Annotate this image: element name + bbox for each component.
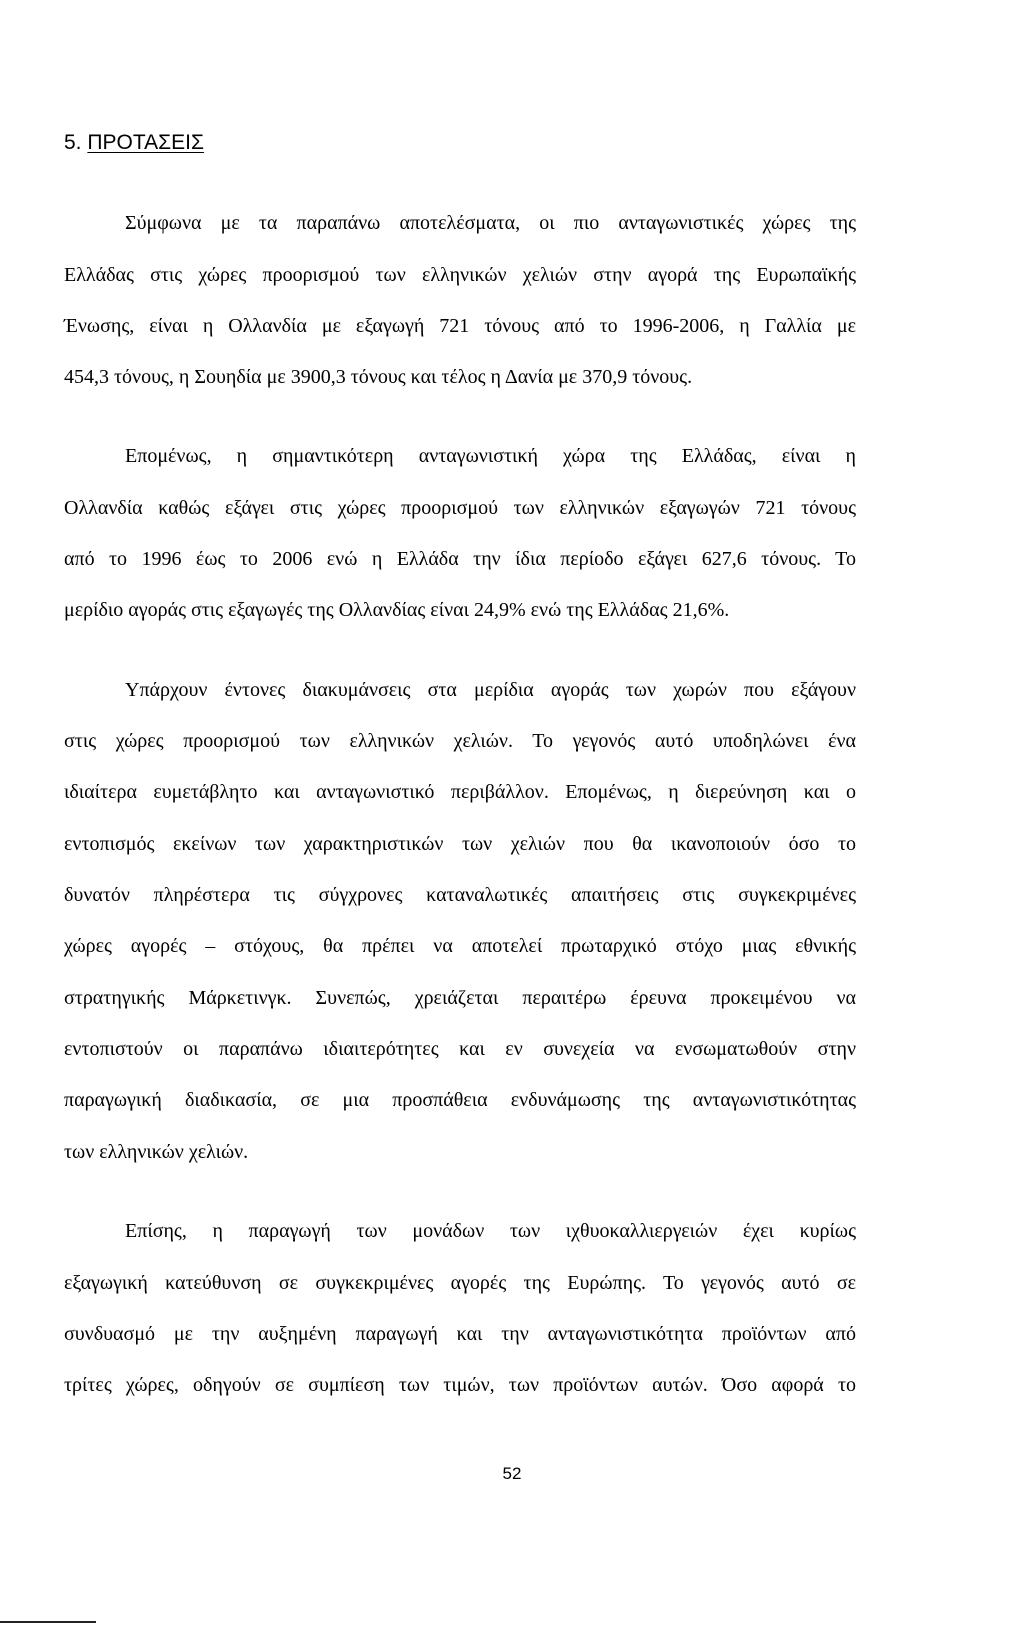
text-line: εντοπισμός εκείνων των χαρακτηριστικών των χελιών που θα ικανοποιούν όσο το [64,833,856,855]
text-line: ιδιαίτερα ευμετάβλητο και ανταγωνιστικό περιβάλλον. Επομένως, η διερεύνηση και ο [64,781,856,803]
text-line: τρίτες χώρες, οδηγούν σε συμπίεση των τιμών, των προϊόντων αυτών. Όσο αφορά το [64,1374,856,1396]
text-line: στις χώρες προορισμού των ελληνικών χελιών. Το γεγονός αυτό υποδηλώνει ένα [64,730,856,752]
text-line: στρατηγικής Μάρκετινγκ. Συνεπώς, χρειάζεται περαιτέρω έρευνα προκειμένου να [64,987,856,1009]
scan-edge-mark [0,1621,96,1623]
text-line: Σύμφωνα με τα παραπάνω αποτελέσματα, οι πιο ανταγωνιστικές χώρες της [125,212,856,234]
text-line: Ελλάδας στις χώρες προορισμού των ελληνικών χελιών στην αγορά της Ευρωπαϊκής [64,264,856,286]
text-line: χώρες αγορές – στόχους, θα πρέπει να αποτελεί πρωταρχικό στόχο μιας εθνικής [64,935,856,957]
text-line: Ένωσης, είναι η Ολλανδία με εξαγωγή 721 τόνους από το 1996-2006, η Γαλλία με [64,315,856,337]
text-line: 454,3 τόνους, η Σουηδία με 3900,3 τόνους και τέλος η Δανία με 370,9 τόνους. [64,366,693,388]
page-number: 52 [502,1464,522,1483]
text-line: από το 1996 έως το 2006 ενώ η Ελλάδα την ίδια περίοδο εξάγει 627,6 τόνους. Το [64,548,856,570]
text-line: Ολλανδία καθώς εξάγει στις χώρες προορισμού των ελληνικών εξαγωγών 721 τόνους [64,497,856,519]
text-line: των ελληνικών χελιών. [64,1141,249,1163]
text-line: μερίδιο αγοράς στις εξαγωγές της Ολλανδίας είναι 24,9% ενώ της Ελλάδας 21,6%. [64,599,730,621]
text-line: Επίσης, η παραγωγή των μονάδων των ιχθυοκαλλιεργειών έχει κυρίως [125,1220,856,1242]
section-heading [64,132,204,153]
text-line: εξαγωγική κατεύθυνση σε συγκεκριμένες αγορές της Ευρώπης. Το γεγονός αυτό σε [64,1272,856,1294]
text-line: συνδυασμό με την αυξημένη παραγωγή και την ανταγωνιστικότητα προϊόντων από [64,1323,856,1345]
section-title: ΠΡΟΤΑΣΕΙΣ [87,131,204,154]
text-line: παραγωγική διαδικασία, σε μια προσπάθεια ενδυνάμωσης της ανταγωνιστικότητας [64,1089,856,1111]
section-number: 5. [64,131,82,154]
text-line: εντοπιστούν οι παραπάνω ιδιαιτερότητες και εν συνεχεία να ενσωματωθούν στην [64,1038,856,1060]
text-line: Επομένως, η σημαντικότερη ανταγωνιστική χώρα της Ελλάδας, είναι η [125,445,856,467]
text-line: δυνατόν πληρέστερα τις σύγχρονες καταναλωτικές απαιτήσεις στις συγκεκριμένες [64,884,856,906]
text-line: Υπάρχουν έντονες διακυμάνσεις στα μερίδια αγοράς των χωρών που εξάγουν [125,679,856,701]
